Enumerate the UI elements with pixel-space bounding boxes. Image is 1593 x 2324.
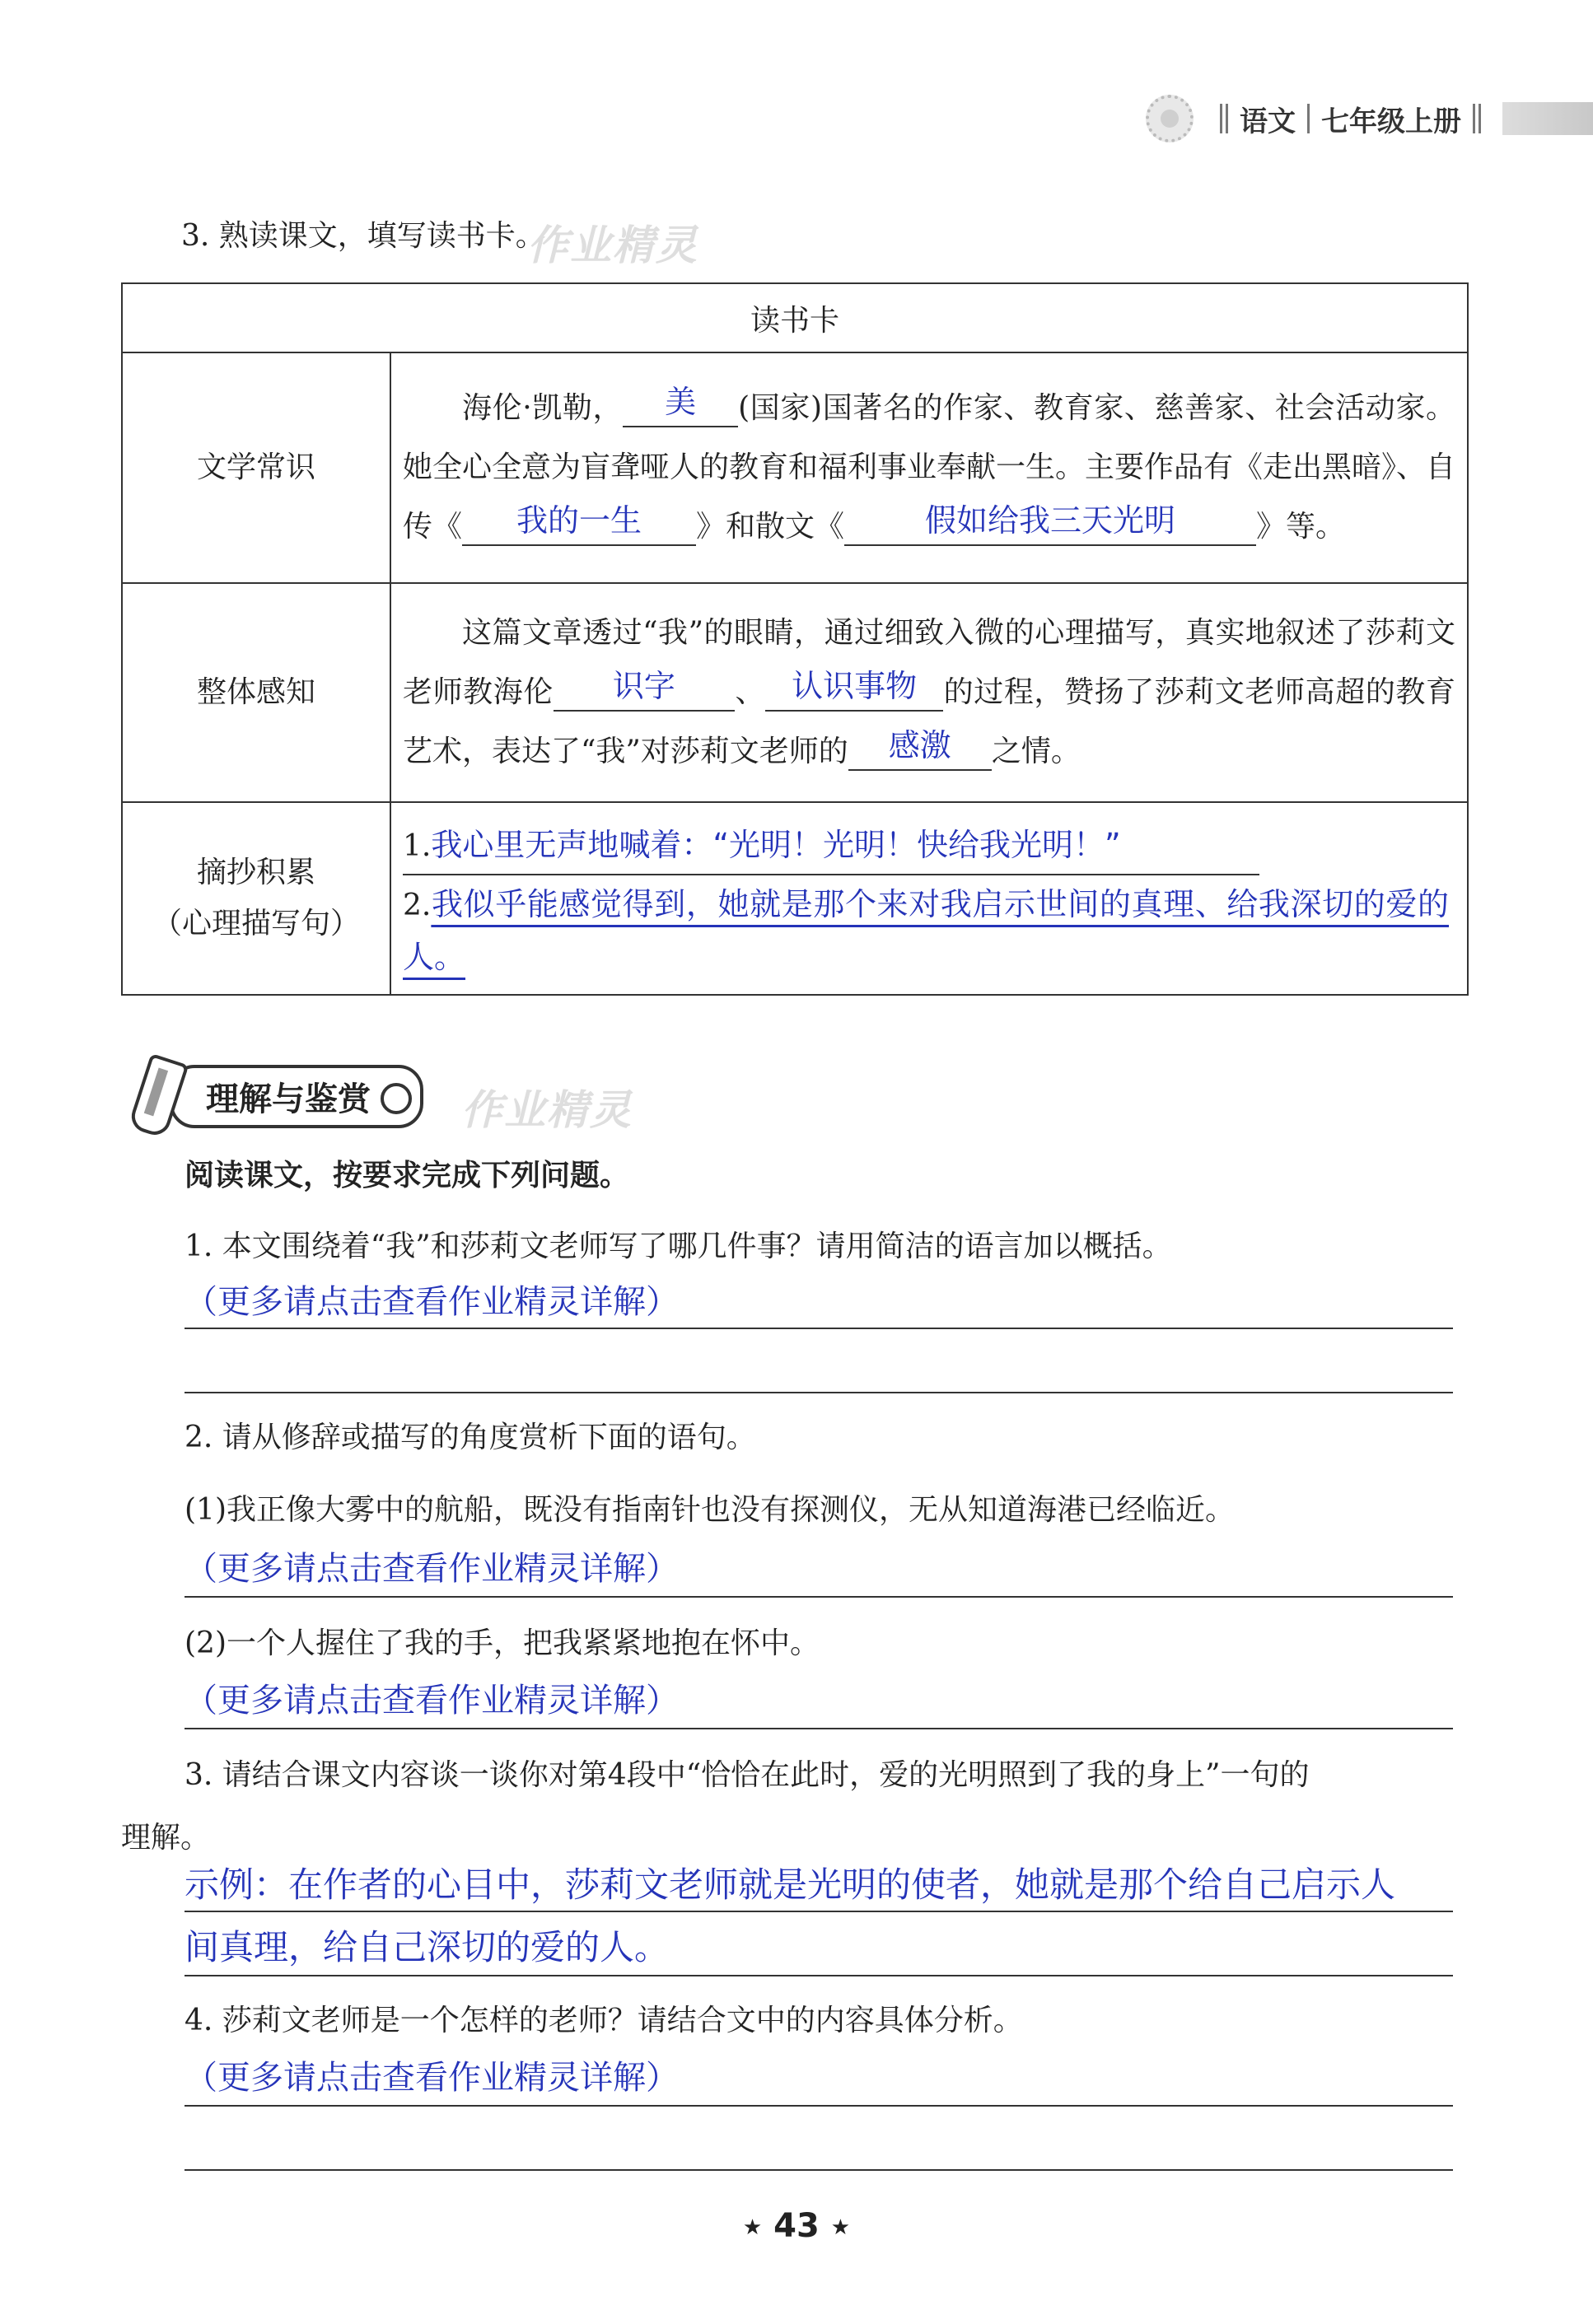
- overall-blank-2[interactable]: [765, 664, 943, 712]
- answer-line: [185, 2169, 1453, 2171]
- row-label-literary: 文学常识: [122, 352, 390, 583]
- excerpt-num-2: 2.: [403, 889, 432, 922]
- question-1: 1. 本文围绕着“我”和莎莉文老师写了哪几件事？请用简洁的语言加以概括。: [185, 1230, 1172, 1263]
- card-title: 读书卡: [122, 283, 1468, 352]
- header-divider: [1473, 104, 1481, 133]
- excerpt-line-1[interactable]: [403, 818, 1259, 875]
- excerpt-content: [390, 802, 1468, 995]
- answer-essay: 假如给我三天光明: [925, 502, 1176, 539]
- q3-title: 3. 熟读课文，填写读书卡。: [181, 219, 545, 253]
- question-2-1: (1)我正像大雾中的航船，既没有指南针也没有探测仪，无从知道海港已经临近。: [185, 1493, 1235, 1527]
- question-2-2: (2)一个人握住了我的手，把我紧紧地抱在怀中。: [185, 1626, 820, 1660]
- literary-country-blank[interactable]: [623, 380, 738, 427]
- sun-mascot-icon: [1146, 95, 1194, 142]
- answer-link-2-2[interactable]: （更多请点击查看作业精灵详解）: [185, 1682, 679, 1720]
- overall-blank-1[interactable]: [554, 664, 735, 712]
- answer-link-2-1[interactable]: （更多请点击查看作业精灵详解）: [185, 1550, 679, 1588]
- answer-line: [185, 1911, 1453, 1912]
- answer-recognize: 认识事物: [792, 668, 918, 704]
- question-4: 4. 莎莉文老师是一个怎样的老师？请结合文中的内容具体分析。: [185, 2004, 1023, 2037]
- literary-text-3: 》和散文《: [696, 510, 845, 544]
- overall-text-1: 这篇文章透过“我”的眼睛，通过细致入微的心理描写，真实地叙述了莎莉文老师教海伦: [403, 616, 1455, 709]
- literary-autobiography-blank[interactable]: [462, 498, 696, 546]
- section-title: 理解与鉴赏: [206, 1080, 371, 1118]
- header-divider: [1220, 104, 1228, 133]
- overall-blank-3[interactable]: [848, 723, 992, 771]
- overall-text-2: 、: [734, 675, 766, 709]
- watermark: 作业精灵: [461, 1086, 633, 1134]
- answer-gratitude: 感激: [888, 727, 951, 763]
- excerpt-line-2[interactable]: [403, 879, 1449, 984]
- answer-literacy: 识字: [612, 668, 675, 704]
- answer-country: 美: [665, 384, 697, 420]
- answer-line: [185, 1392, 1453, 1393]
- answer-line: [185, 1596, 1453, 1598]
- overall-content: [390, 583, 1468, 802]
- question-2: 2. 请从修辞或描写的角度赏析下面的语句。: [185, 1421, 756, 1454]
- answer-link-4[interactable]: （更多请点击查看作业精灵详解）: [185, 2059, 679, 2097]
- literary-text-4: 》等。: [1256, 510, 1346, 544]
- page-number-value: 43: [773, 2207, 820, 2245]
- header-subject: 语文: [1240, 105, 1296, 138]
- answer-line: [185, 1975, 1453, 1976]
- header-grade: 七年级上册: [1321, 105, 1461, 138]
- answer-autobiography: 我的一生: [516, 502, 642, 539]
- literary-text-2: (国家)国著名的作家、教育家、慈善家、社会活动家。她全心全意为盲聋哑人的教育和福利事业奉献一生。主要作品有《走出黑暗》、自传《: [403, 391, 1456, 544]
- excerpt-answer-1: 我心里无声地喊着：“光明！光明！快给我光明！”: [431, 827, 1121, 863]
- row-label-excerpt: [122, 802, 390, 995]
- answer-line: [185, 1728, 1453, 1729]
- overall-text-4: 之情。: [991, 735, 1081, 768]
- watermark: 作业精灵: [527, 222, 698, 269]
- overall-text-3: 的过程，赞扬了莎莉文老师高超的教育艺术，表达了“我”对莎莉文老师的: [403, 675, 1455, 768]
- answer-3-line-2[interactable]: 间真理，给自己深切的爱的人。: [185, 1927, 670, 1967]
- question-3-line-1: 3. 请结合课文内容谈一谈你对第4段中“恰恰在此时，爱的光明照到了我的身上”一句的: [185, 1758, 1310, 1792]
- answer-line: [185, 1328, 1453, 1329]
- excerpt-num-1: 1.: [403, 829, 432, 863]
- literary-essay-blank[interactable]: [844, 498, 1256, 546]
- star-icon: ★: [830, 2215, 851, 2240]
- page-number: [0, 2207, 1593, 2245]
- header-divider: [1307, 104, 1310, 133]
- answer-link-1[interactable]: （更多请点击查看作业精灵详解）: [185, 1283, 679, 1321]
- excerpt-label-2: （心理描写句）: [152, 907, 360, 940]
- section-intro: 阅读课文，按要求完成下列问题。: [185, 1159, 630, 1192]
- star-icon: ★: [742, 2215, 763, 2240]
- excerpt-label-1: 摘抄积累: [196, 856, 315, 889]
- row-label-overall: 整体感知: [122, 583, 390, 802]
- banner-box: [170, 1065, 423, 1128]
- literary-content: [390, 352, 1468, 583]
- reading-card-table: [121, 282, 1469, 996]
- page-header: [1146, 92, 1593, 145]
- question-3-line-2: 理解。: [121, 1821, 211, 1855]
- answer-line: [185, 2105, 1453, 2107]
- literary-text-1: 海伦·凯勒，: [462, 391, 624, 425]
- header-decoration-bar: [1502, 102, 1593, 135]
- excerpt-answer-2: 我似乎能感觉得到，她就是那个来对我启示世间的真理、给我深切的爱的人。: [403, 886, 1449, 975]
- answer-3-line-1[interactable]: 示例：在作者的心目中，莎莉文老师就是光明的使者，她就是那个给自己启示人: [185, 1864, 1396, 1905]
- ring-icon: [381, 1083, 412, 1114]
- section-banner: [138, 1062, 423, 1130]
